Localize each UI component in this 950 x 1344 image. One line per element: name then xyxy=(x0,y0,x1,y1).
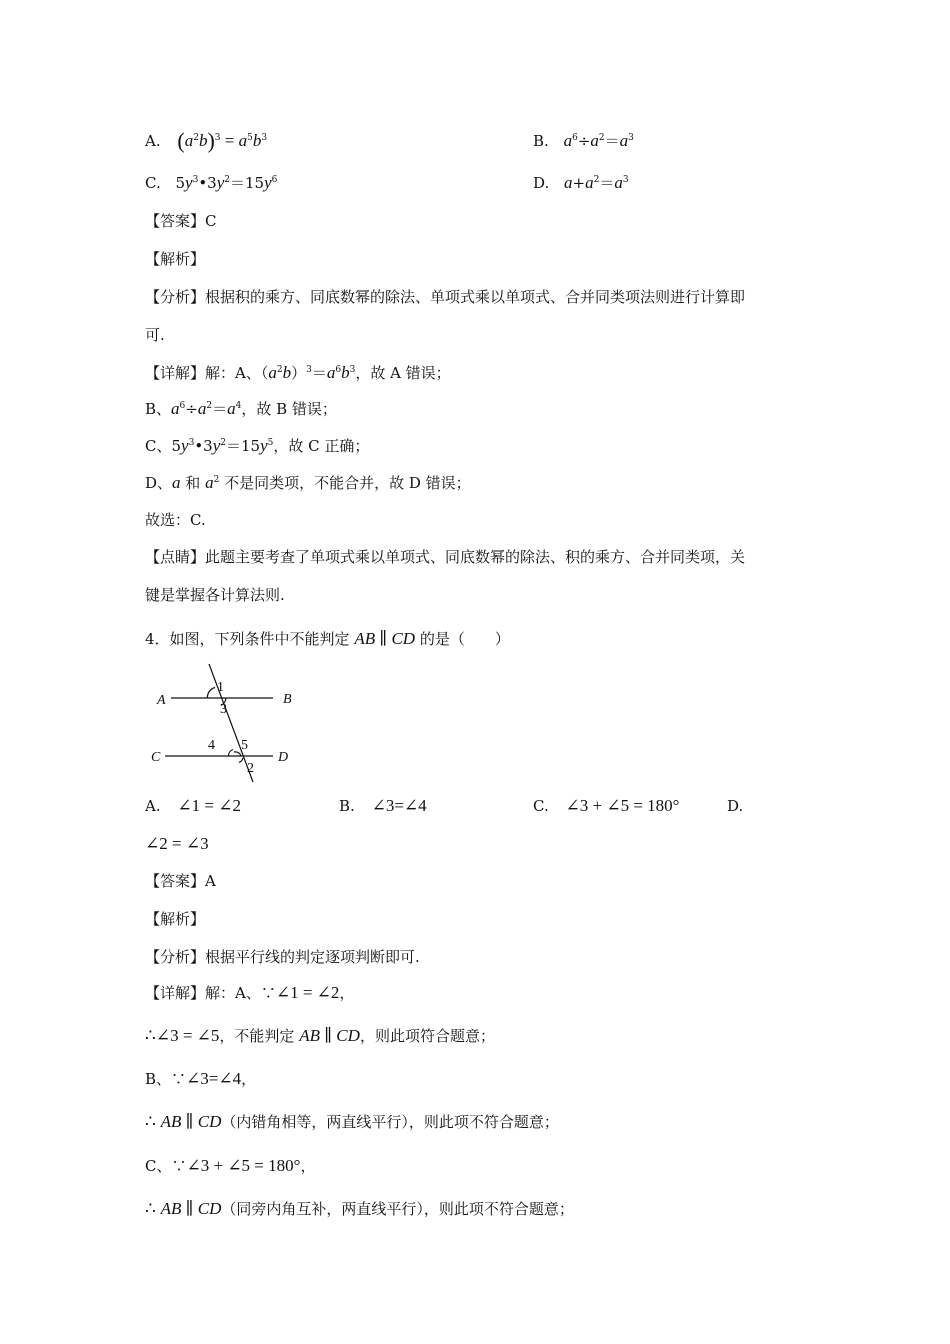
q3-dianjing-1: 【点睛】此题主要考查了单项式乘以单项式、同底数幂的除法、积的乘方、合并同类项，关 xyxy=(145,548,746,566)
q3-analysis-heading: 【解析】 xyxy=(145,250,206,268)
q3-choose: 故选：C. xyxy=(145,511,206,529)
q3-option-d: D. $a+a^2=a^3$ xyxy=(533,173,629,192)
q3-xiangjie-d: D、a 和 $a^2$ 不是同类项，不能合并，故 D 错误； xyxy=(145,473,471,492)
q4-option-d: ∠2 = ∠3 xyxy=(145,834,209,853)
q4-stem: 4．如图，下列条件中不能判定 AB ∥ CD 的是（ ） xyxy=(145,629,510,648)
q4-analysis-heading: 【解析】 xyxy=(145,910,206,928)
q4-figure xyxy=(145,660,305,785)
label-a: A xyxy=(157,693,166,708)
label-c: C xyxy=(151,750,161,765)
label-angle-1: 1 xyxy=(217,680,224,695)
q3-dianjing-2: 键是掌握各计算法则. xyxy=(145,586,285,604)
q3-option-c: C. $5y^3•3y^2=15y^6$ xyxy=(145,173,278,192)
q3-fenxi-2: 可. xyxy=(145,326,165,344)
label-d: D xyxy=(278,750,289,765)
q4-fenxi: 【分析】根据平行线的判定逐项判断即可. xyxy=(145,948,420,966)
angle-5-arc xyxy=(234,752,241,756)
q4-xiangjie-c: C、∵∠3 + ∠5 = 180°， xyxy=(145,1156,316,1175)
label-angle-2: 2 xyxy=(247,761,254,776)
angle-4-arc xyxy=(229,750,233,757)
q4-xiangjie-b-conclusion: ∴ AB ∥ CD（内错角相等，两直线平行），则此项不符合题意； xyxy=(145,1112,559,1131)
q4-answer: 【答案】A xyxy=(145,872,216,890)
q4-xiangjie-a-conclusion: ∴∠3 = ∠5，不能判定 AB ∥ CD，则此项符合题意； xyxy=(145,1026,495,1045)
label-b: B xyxy=(283,692,292,707)
q4-xiangjie-a: 【详解】解：A、∵∠1 = ∠2， xyxy=(145,983,355,1002)
q4-xiangjie-c-conclusion: ∴ AB ∥ CD（同旁内角互补，两直线平行），则此项不符合题意； xyxy=(145,1199,574,1218)
q4-option-b: B. ∠3=∠4 xyxy=(339,796,427,815)
q3-option-a: A. $(a^2b)^3 = a^5b^3$ xyxy=(145,128,268,153)
q4-option-d-label: D. xyxy=(727,797,744,815)
q3-xiangjie-a: 【详解】解：A、$(a^2b)^3=a^6b^3$，故 A 错误； xyxy=(145,363,451,382)
q4-xiangjie-b: B、∵∠3=∠4， xyxy=(145,1069,257,1088)
label-angle-4: 4 xyxy=(208,738,215,753)
label-angle-3: 3 xyxy=(220,702,227,717)
q3-option-b: B. $a^6\div a^2=a^3$ xyxy=(533,131,634,150)
angle-2-arc xyxy=(239,758,243,763)
label-angle-5: 5 xyxy=(241,738,248,753)
q3-answer: 【答案】C xyxy=(145,212,217,230)
q4-option-c: C. ∠3 + ∠5 = 180° xyxy=(533,796,680,815)
q3-fenxi-1: 【分析】根据积的乘方、同底数幂的除法、单项式乘以单项式、合并同类项法则进行计算即 xyxy=(145,288,746,306)
angle-1-arc xyxy=(207,688,215,699)
q3-xiangjie-c: C、$5y^3•3y^2=15y^5$，故 C 正确； xyxy=(145,436,370,455)
q3-xiangjie-b: B、$a^6\div a^2=a^4$，故 B 错误； xyxy=(145,399,337,418)
q4-option-a: A. ∠1 = ∠2 xyxy=(145,796,241,815)
